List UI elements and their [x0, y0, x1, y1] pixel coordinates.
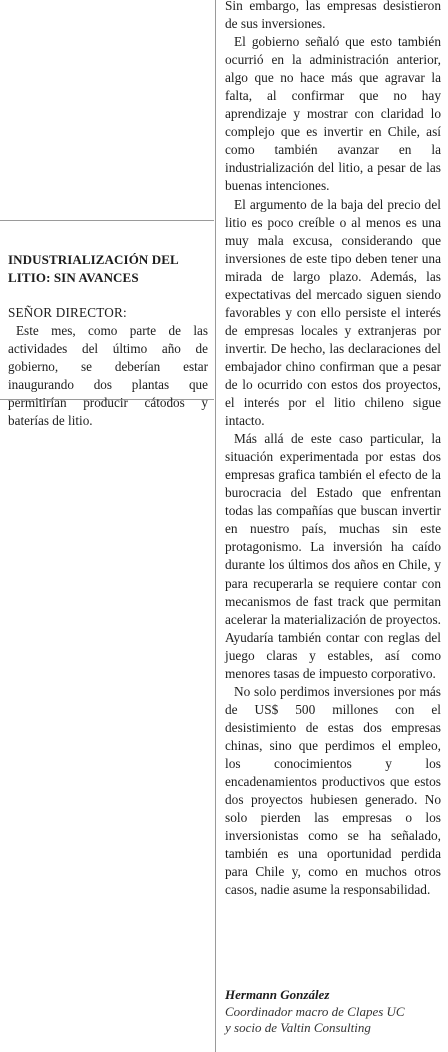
- top-divider-rule: [0, 220, 214, 221]
- body-paragraph-2: El gobierno señaló que esto también ocurrió en la administración anterior, algo que no hace más que agravar la falta, al confirmar que no hay aprendizaje y mostrar con claridad lo complejo que es invertir en Chile, así como también avanzar en la industrialización del litio, a pesar de las buenas intenciones.: [225, 34, 441, 194]
- column-separator: [215, 0, 216, 1052]
- body-paragraph-5: No solo perdimos inversiones por más de US$ 500 millones con el desistimiento de estas dos empresas chinas, sino que perdimos el empleo, los conocimientos y los encadenamientos productivos que estos dos proyectos hubiesen generado. No solo pierden las empresas o los inversionistas como se ha señalado, también es una oportunidad perdida para Chile y, como en muchos otros casos, nadie asume la responsabilidad.: [225, 683, 441, 898]
- signature-role-line-2: y socio de Valtin Consulting: [225, 1020, 371, 1035]
- letter-intro-column: [8, 251, 208, 430]
- letter-body-column: [225, 0, 441, 899]
- body-paragraph-4: Más allá de este caso particular, la situación experimentada por estas dos empresas grafica también el efecto de la burocracia del Estado que enfrentan todas las compañías que buscan invertir en nuestro país, muchas sin este protagonismo. La inversión ha caído durante los últimos dos años en Chile, y para recuperarla se requiere contar con mecanismos de fast track que permitan acelerar la materialización de proyectos. Ayudaría también contar con reglas del juego claras y estables, así como menores tasas de impuesto corporativo.: [225, 431, 441, 681]
- signature-role-line-1: Coordinador macro de Clapes UC: [225, 1003, 405, 1019]
- body-paragraph-3: El argumento de la baja del precio del litio es poco creíble o al menos es una muy mala excusa, considerando que inversiones de este tipo deben tener una mirada de largo plazo. Además, las expectativas del mercado siguen siendo favorables y con ello persiste el interés de empresas locales y extranjeras por invertir. De hecho, las declaraciones del embajador chino confirman que a pesar de lo ocurrido con estos dos proyectos, el interés por el litio chileno sigue intacto.: [225, 196, 441, 429]
- intro-paragraph: Este mes, como parte de las actividades del último año de gobierno, se deberían estar inaugurando dos plantas que permitirían producir cátodos y baterías de litio.: [8, 323, 208, 428]
- headline-line-2: LITIO: SIN AVANCES: [8, 270, 139, 285]
- signature-name: Hermann González: [225, 987, 330, 1002]
- salutation: SEÑOR DIRECTOR:: [8, 305, 127, 320]
- body-paragraph-1: Sin embargo, las empresas desistieron de sus inversiones.: [225, 0, 441, 32]
- signature-block: [225, 987, 445, 1037]
- headline-line-1: INDUSTRIALIZACIÓN DEL: [8, 252, 179, 267]
- letter-headline: [8, 251, 208, 287]
